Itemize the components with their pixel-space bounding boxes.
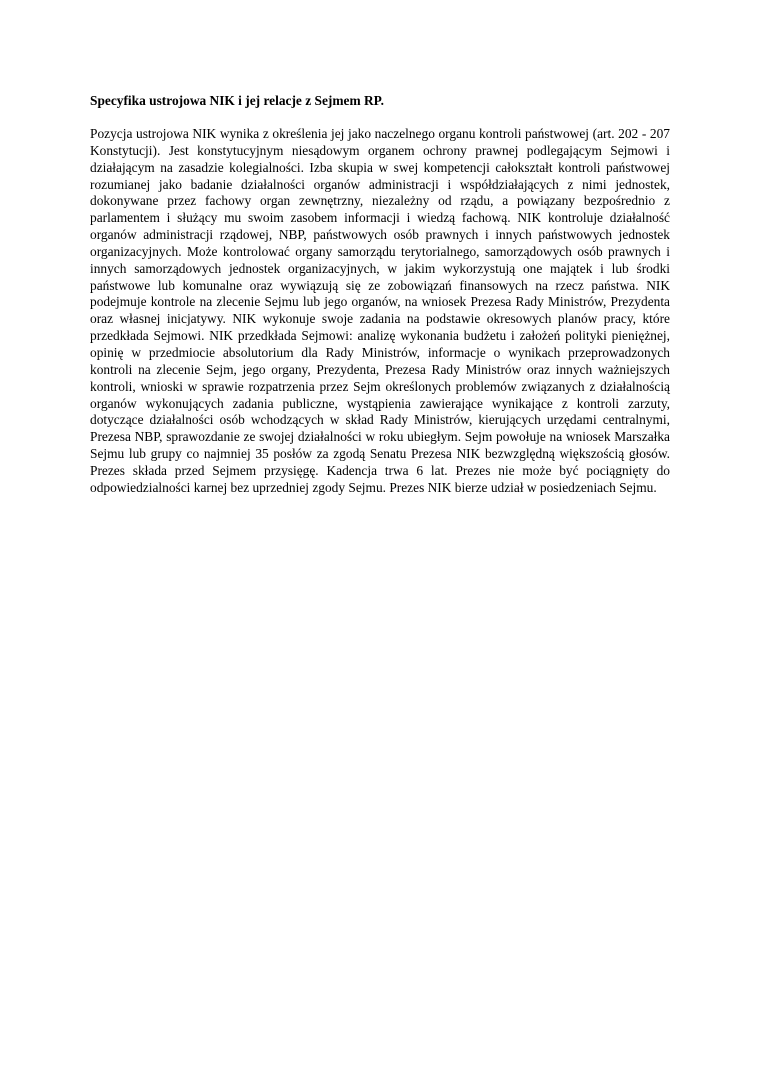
document-body-paragraph: Pozycja ustrojowa NIK wynika z określenia jej jako naczelnego organu kontroli państwowej (art. 202 - 207 Konstytucji). Jest konstytucyjnym niesądowym organem ochrony prawnej podlegającym Sejmowi i działającym na zasadzie kolegialności. Izba skupia w swej kompetencji całokształt kontroli państwowej rozumianej jako badanie działalności organów administracji i współdziałających z nimi jednostek, dokonywane przez fachowy organ zewnętrzny, niezależny od rządu, a powiązany bezpośrednio z parlamentem i służący mu swoim zasobem informacji i wiedzą fachową. NIK kontroluje działalność organów administracji rządowej, NBP, państwowych osób prawnych i innych państwowych jednostek organizacyjnych. Może kontrolować organy samorządu terytorialnego, samorządowych osób prawnych i innych samorządowych jednostek organizacyjnych, w jakim wykorzystują one majątek i lub środki państwowe lub komunalne oraz wywiązują się ze zobowiązań finansowych na rzecz państwa. NIK podejmuje kontrole na zlecenie Sejmu lub jego organów, na wniosek Prezesa Rady Ministrów, Prezydenta oraz własnej inicjatywy. NIK wykonuje swoje zadania na podstawie okresowych planów pracy, które przedkłada Sejmowi. NIK przedkłada Sejmowi: analizę wykonania budżetu i założeń polityki pieniężnej, opinię w przedmiocie absolutorium dla Rady Ministrów, informacje o wynikach przeprowadzonych kontroli na zlecenie Sejm, jego organy, Prezydenta, Prezesa Rady Ministrów oraz innych ważniejszych kontroli, wnioski w sprawie rozpatrzenia przez Sejm określonych problemów związanych z działalnością organów wykonujących zadania publiczne, wystąpienia zawierające wynikające z kontroli zarzuty, dotyczące działalności osób wchodzących w skład Rady Ministrów, kierujących urzędami centralnymi, Prezesa NBP, sprawozdanie ze swojej działalności w roku ubiegłym. Sejm powołuje na wniosek Marszałka Sejmu lub grupy co najmniej 35 posłów za zgodą Senatu Prezesa NIK bezwzględną większością głosów. Prezes składa przed Sejmem przysięgę. Kadencja trwa 6 lat. Prezes nie może być pociągnięty do odpowiedzialności karnej bez uprzedniej zgody Sejmu. Prezes NIK bierze udział w posiedzeniach Sejmu.: [90, 126, 670, 495]
document-content: [90, 92, 670, 497]
document-title: Specyfika ustrojowa NIK i jej relacje z Sejmem RP.: [90, 93, 384, 108]
